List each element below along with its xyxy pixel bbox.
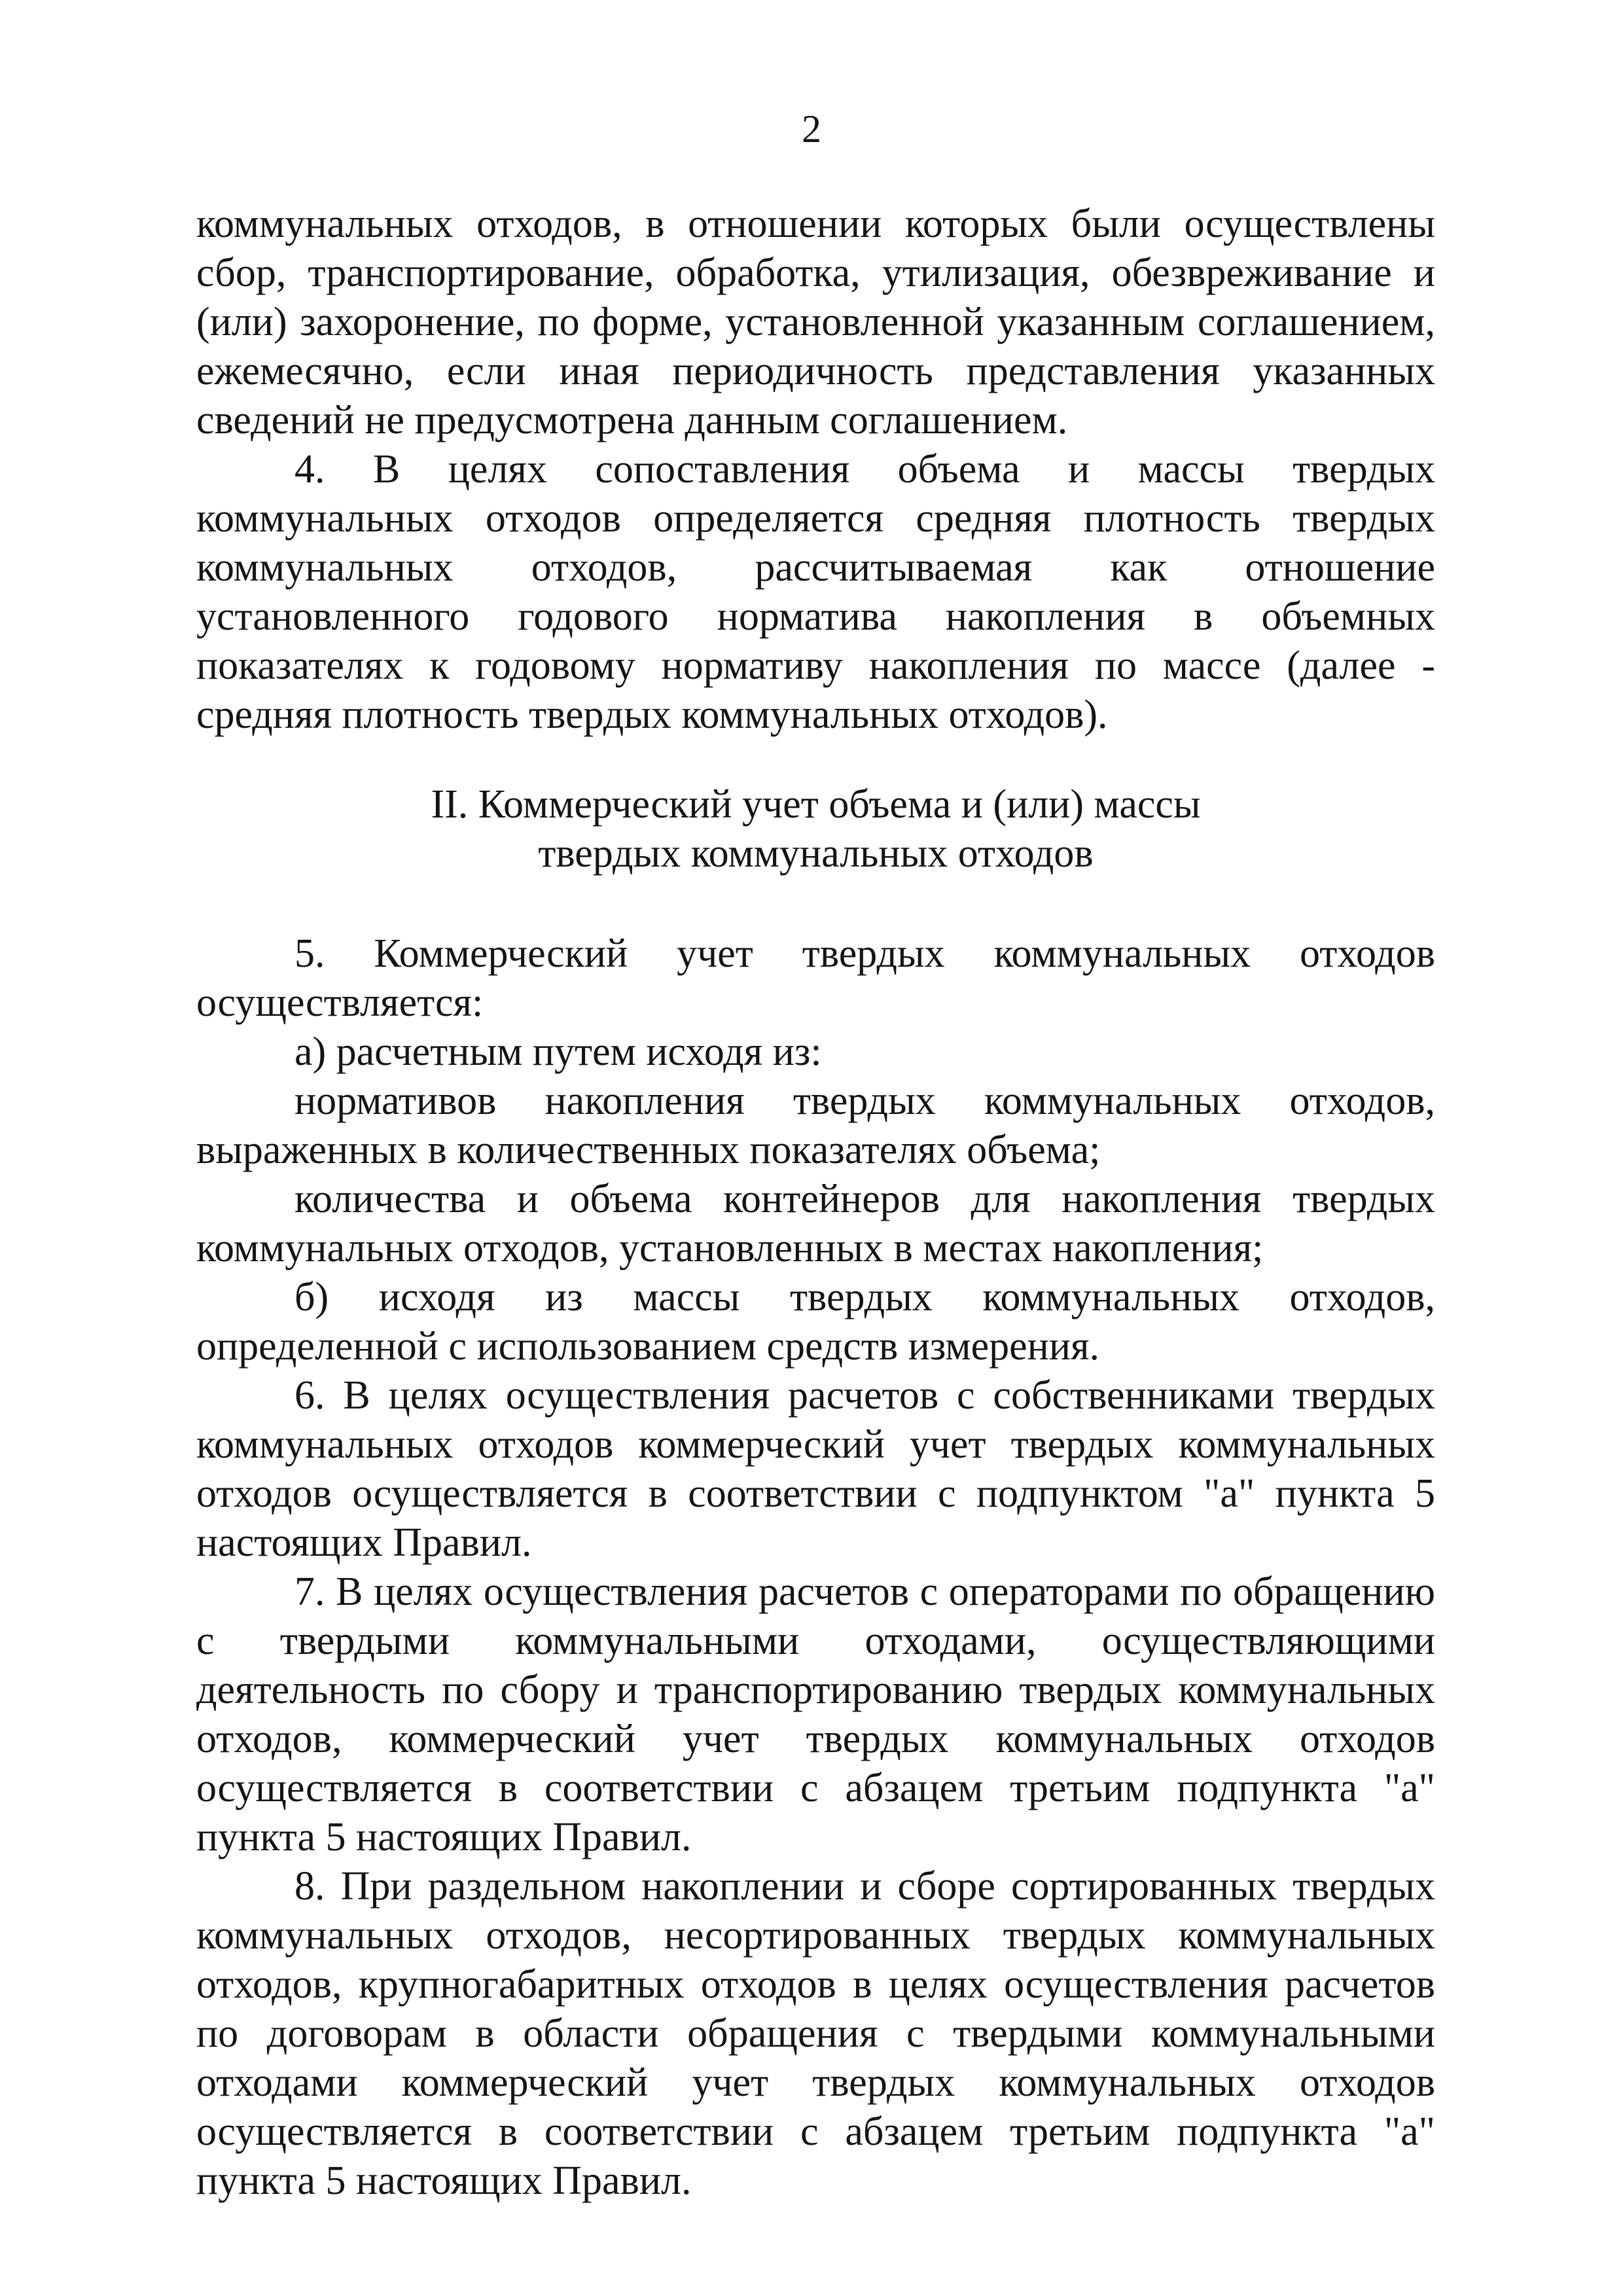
paragraph-continuation: коммунальных отходов, в отношении которых были осуществлены сбор, транспортирование, обработка, утилизация, обезвреживание и (или) захоронение, по форме, установленной указанным соглашением, ежемесячно, если иная периодичность представления указанных сведений не предусмотрена данным соглашением. [196,202,1435,442]
document-body [196,200,1435,2206]
paragraph-5a: а) расчетным путем исходя из: [294,1030,822,1074]
section-heading-line-2: твердых коммунальных отходов [538,831,1094,876]
paragraph-4: 4. В целях сопоставления объема и массы твердых коммунальных отходов определяется средняя плотность твердых коммунальных отходов, рассчитываемая как отношение установленного годового норматива накопления в объемных показателях к годовому нормативу накопления по массе (далее - средняя плотность твердых коммунальных отходов). [196,447,1435,737]
paragraph-7: 7. В целях осуществления расчетов с операторами по обращению с твердыми коммунальными отходами, осуществляющими деятельность по сбору и транспортированию твердых коммунальных отходов, коммерческий учет твердых коммунальных отходов осуществляется в соответствии с абзацем третьим подпункта "а" пункта 5 настоящих Правил. [196,1570,1435,1859]
paragraph-5a-item-1: нормативов накопления твердых коммунальных отходов, выраженных в количественных показателях объема; [196,1079,1435,1172]
section-heading-line-1: II. Коммерческий учет объема и (или) массы [431,782,1201,827]
paragraph-6: 6. В целях осуществления расчетов с собственниками твердых коммунальных отходов коммерческий учет твердых коммунальных отходов осуществляется в соответствии с подпунктом "а" пункта 5 настоящих Правил. [196,1373,1435,1565]
paragraph-5a-item-2: количества и объема контейнеров для накопления твердых коммунальных отходов, установленных в местах накопления; [196,1177,1435,1270]
page-number: 2 [802,107,821,151]
paragraph-5b: б) исходя из массы твердых коммунальных отходов, определенной с использованием средств измерения. [196,1275,1435,1369]
paragraph-5: 5. Коммерческий учет твердых коммунальных отходов осуществляется: [196,931,1435,1025]
section-heading [196,740,1435,929]
paragraph-8: 8. При раздельном накоплении и сборе сортированных твердых коммунальных отходов, несортированных твердых коммунальных отходов, крупногабаритных отходов в целях осуществления расчетов по договорам в области обращения с твердыми коммунальными отходами коммерческий учет твердых коммунальных отходов осуществляется в соответствии с абзацем третьим подпункта "а" пункта 5 настоящих Правил. [196,1864,1435,2203]
